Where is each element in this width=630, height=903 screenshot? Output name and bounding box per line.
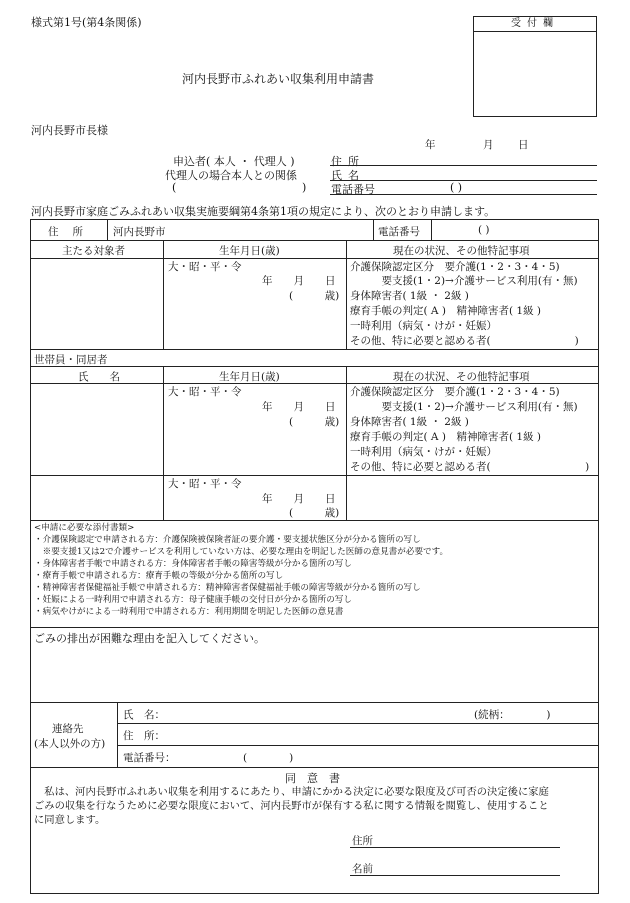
applicant-phone-label: 電話番号 — [331, 183, 375, 196]
form-number: 様式第1号(第4条関係) — [31, 16, 142, 29]
attachment-item: ・病気やけがによる一時利用で申請される方：利用期間を明記した医師の意見書 — [34, 607, 344, 617]
reason-label: ごみの排出が困難な理由を記入してください。 — [34, 632, 265, 645]
attachments-heading: <申請に必要な添付書類> — [34, 523, 135, 533]
consent-line-1: 私は、河内長野市ふれあい収集を利用するにあたり、申請にかかる決定に必要な限度及び可否の決定後に家庭 — [34, 786, 549, 798]
main-status-3[interactable]: 身体障害者( 1級 ・ 2級 ) — [350, 290, 469, 302]
relation-paren-open: ( — [172, 181, 177, 194]
household-status-6[interactable]: その他、特に必要と認める者( ) — [350, 461, 590, 473]
contact-label-2: (本人以外の方) — [34, 738, 106, 750]
contact-name-label: 氏 名： — [123, 709, 165, 721]
main-status-2[interactable]: 要支援(1・2)→介護サービス利用(有・無) — [350, 275, 578, 287]
household-birth-ymd[interactable]: 年 月 日 — [262, 401, 336, 413]
household-birth2-age[interactable]: ( 歳) — [289, 507, 340, 519]
main-status-4[interactable]: 療育手帳の判定( A ) 精神障害者( 1級 ) — [350, 305, 541, 317]
date-month: 月 — [483, 139, 494, 151]
consent-line-2: ごみの収集を行なうために必要な限度において、河内長野市が保有する私に関する情報を閲覧し、使用すること — [34, 800, 549, 812]
date-day: 日 — [518, 139, 529, 151]
relation-line: 代理人の場合本人との関係 — [165, 169, 297, 182]
consent-name-line[interactable] — [350, 875, 560, 876]
contact-address-label: 住 所： — [123, 730, 165, 742]
applicant-phone-line[interactable] — [330, 194, 597, 195]
main-col-birth: 生年月日(歳) — [219, 245, 280, 257]
reason-input-area[interactable] — [31, 644, 597, 701]
contact-phone-label: 電話番号： — [123, 752, 176, 764]
consent-address-line[interactable] — [350, 847, 560, 848]
consent-title: 同 意 書 — [285, 772, 340, 785]
addressee: 河内長野市長様 — [31, 124, 108, 137]
reception-box — [473, 16, 597, 117]
attachment-item: ・介護保険認定で申請される方：介護保険被保険者証の要介護・要支援状態区分が分かる箇所の写し — [34, 535, 421, 545]
household-status-1[interactable]: 介護保険認定区分 要介護(1・2・3・4・5) — [350, 386, 560, 398]
household-birth2-eras[interactable]: 大・昭・平・令 — [168, 478, 242, 490]
household-birth-age[interactable]: ( 歳) — [289, 416, 340, 428]
household-status-4[interactable]: 療育手帳の判定( A ) 精神障害者( 1級 ) — [350, 431, 541, 443]
household-col-birth: 生年月日(歳) — [219, 371, 280, 383]
page-title: 河内長野市ふれあい収集利用申請書 — [182, 72, 375, 86]
address-row-phone-label: 電話番号 — [378, 226, 420, 238]
applicant-phone-parens: ( ) — [450, 181, 463, 194]
applicant-address-label: 住所 — [331, 155, 365, 168]
household-col-name: 氏 名 — [78, 371, 120, 383]
household-section-label: 世帯員・同居者 — [34, 354, 108, 366]
main-birth-age[interactable]: ( 歳) — [289, 290, 340, 302]
household-status-2[interactable]: 要支援(1・2)→介護サービス利用(有・無) — [350, 401, 578, 413]
applicant-role[interactable]: 申込者( 本人 ・ 代理人 ) — [173, 155, 295, 168]
main-col-target: 主たる対象者 — [62, 245, 125, 257]
main-status-1[interactable]: 介護保険認定区分 要介護(1・2・3・4・5) — [350, 261, 560, 273]
relation-paren-close: ) — [302, 181, 307, 194]
attachment-item: ※要支援1又は2で介護サービスを利用していない方は、必要な理由を明記した医師の意見書が必要です。 — [34, 547, 449, 557]
consent-name-label: 名前 — [352, 863, 373, 875]
address-row-label: 住所 — [48, 226, 97, 238]
applicant-name-label: 氏名 — [331, 169, 365, 182]
household-status-3[interactable]: 身体障害者( 1級 ・ 2級 ) — [350, 416, 469, 428]
contact-phone-parens[interactable]: ( ) — [243, 752, 294, 764]
date-year: 年 — [425, 139, 436, 151]
main-birth-ymd[interactable]: 年 月 日 — [262, 275, 336, 287]
attachment-item: ・身体障害者手帳で申請される方：身体障害者手帳の障害等級が分かる箇所の写し — [34, 559, 352, 569]
applicant-address-line[interactable] — [330, 165, 597, 166]
reception-title: 受付欄 — [474, 17, 596, 32]
address-row-value[interactable]: 河内長野市 — [113, 226, 166, 238]
household-birth2-ymd[interactable]: 年 月 日 — [262, 493, 336, 505]
attachment-item: ・精神障害者保健福祉手帳で申請される方：精神障害者保健福祉手帳の障害等級が分かる箇所の写し — [34, 583, 421, 593]
main-status-5[interactable]: 一時利用（病気・けが・妊娠） — [350, 320, 497, 332]
main-birth-eras[interactable]: 大・昭・平・令 — [168, 261, 242, 273]
household-col-status: 現在の状況、その他特記事項 — [393, 371, 530, 383]
main-col-status: 現在の状況、その他特記事項 — [393, 245, 530, 257]
main-status-6[interactable]: その他、特に必要と認める者( ) — [350, 335, 579, 347]
contact-relation-label[interactable]: (続柄： ) — [474, 709, 551, 721]
household-birth-eras[interactable]: 大・昭・平・令 — [168, 386, 242, 398]
attachment-item: ・妊娠による一時利用で申請される方：母子健康手帳の交付日が分かる箇所の写し — [34, 595, 352, 605]
contact-label-1: 連絡先 — [52, 723, 84, 735]
household-status-5[interactable]: 一時利用（病気・けが・妊娠） — [350, 446, 497, 458]
attachment-item: ・療育手帳で申請される方：療育手帳の等級が分かる箇所の写し — [34, 571, 284, 581]
address-row-phone-parens[interactable]: ( ) — [478, 224, 490, 236]
intro-text: 河内長野市家庭ごみふれあい収集実施要綱第4条第1項の規定により、次のとおり申請します。 — [31, 205, 496, 218]
consent-line-3: に同意します。 — [34, 814, 106, 826]
consent-address-label: 住所 — [352, 835, 373, 847]
